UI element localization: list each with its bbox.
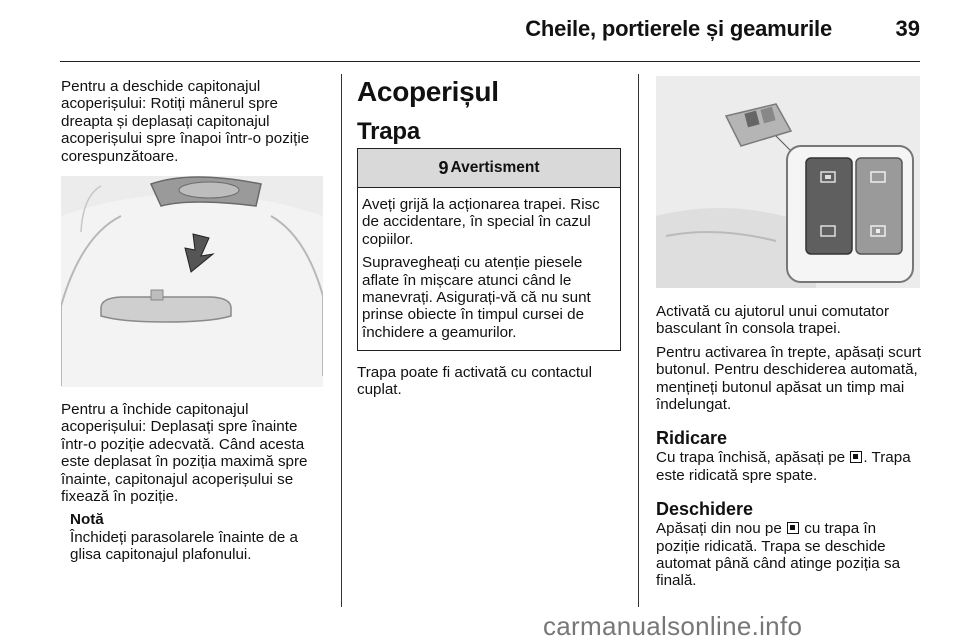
raise-text-part-1: Cu trapa închisă, apăsați pe bbox=[656, 449, 846, 467]
tilt-button-icon bbox=[787, 522, 799, 534]
subsection-heading: Trapa bbox=[357, 118, 421, 145]
open-text bbox=[656, 520, 924, 590]
activation-text: Trapa poate fi activată cu contactul cuplat. bbox=[357, 364, 592, 399]
watermark: carmanualsonline.info bbox=[543, 611, 803, 641]
warning-paragraph-1: Aveți grijă la acționarea trapei. Risc de accidentare, în special în cazul copiilor. bbox=[362, 196, 600, 248]
close-instructions: Pentru a închide capitonajul acoperișului: Deplasați spre înainte într-o poziție adecvată. Când acesta este deplasat în poziția maximă spre înainte, capitonajul acoperișului se fixează în poziție. bbox=[61, 401, 308, 506]
column-divider-1 bbox=[341, 74, 342, 607]
page-number: 39 bbox=[895, 16, 920, 41]
switch-description: Activată cu ajutorul unui comutator basculant în consola trapei. bbox=[656, 303, 889, 338]
sunroof-switch-illustration bbox=[656, 76, 920, 288]
left-column-lower bbox=[61, 401, 327, 564]
stepwise-operation-text: Pentru activarea în trepte, apăsați scurt butonul. Pentru deschiderea automată, mențineți butonul apăsat un timp mai îndelungat. bbox=[656, 343, 922, 414]
header-rule bbox=[60, 61, 920, 62]
note-block bbox=[70, 511, 327, 563]
open-text-part-1: Apăsați din nou pe bbox=[656, 520, 782, 538]
open-instructions: Pentru a deschide capitonajul acoperișului: Rotiți mânerul spre dreapta și deplasați capitonajul acoperișului spre înapoi într-o poziție corespunzătoare. bbox=[61, 78, 310, 165]
sunroof-switch-drawing bbox=[656, 76, 920, 288]
right-column bbox=[656, 303, 924, 590]
note-label: Notă bbox=[70, 511, 104, 529]
warning-header bbox=[358, 149, 620, 188]
warning-paragraph-2: Supravegheați cu atenție piesele aflate în mișcare atunci când le manevrați. Asigurați-vă că nu sunt prinse obiecte în timpul cursei de închidere a geamurilor. bbox=[362, 254, 591, 341]
open-heading: Deschidere bbox=[656, 499, 754, 520]
warning-box bbox=[357, 148, 621, 351]
warning-title: Avertisment bbox=[450, 159, 540, 176]
warning-body bbox=[358, 188, 620, 341]
middle-column bbox=[357, 76, 623, 146]
raise-text-part-2: . Trapa este ridicată spre spate. bbox=[656, 449, 911, 484]
warning-triangle-icon: 9 bbox=[438, 157, 449, 178]
page-header-title: Cheile, portierele și geamurile bbox=[525, 16, 832, 41]
tilt-button-icon bbox=[850, 451, 862, 463]
headliner-illustration bbox=[61, 176, 323, 387]
note-text: Închideți parasolarele înainte de a glisa capitonajul plafonului. bbox=[70, 528, 298, 564]
section-heading: Acoperișul bbox=[357, 76, 499, 107]
left-column bbox=[61, 78, 327, 165]
column-divider-2 bbox=[638, 74, 639, 607]
open-text-part-2: cu trapa în poziție ridicată. Trapa se deschide automat până când atinge poziția sa finală. bbox=[656, 520, 901, 590]
headliner-illustration-drawing bbox=[61, 176, 323, 387]
raise-text bbox=[656, 449, 924, 484]
middle-column-lower bbox=[357, 364, 623, 399]
raise-heading: Ridicare bbox=[656, 428, 728, 449]
